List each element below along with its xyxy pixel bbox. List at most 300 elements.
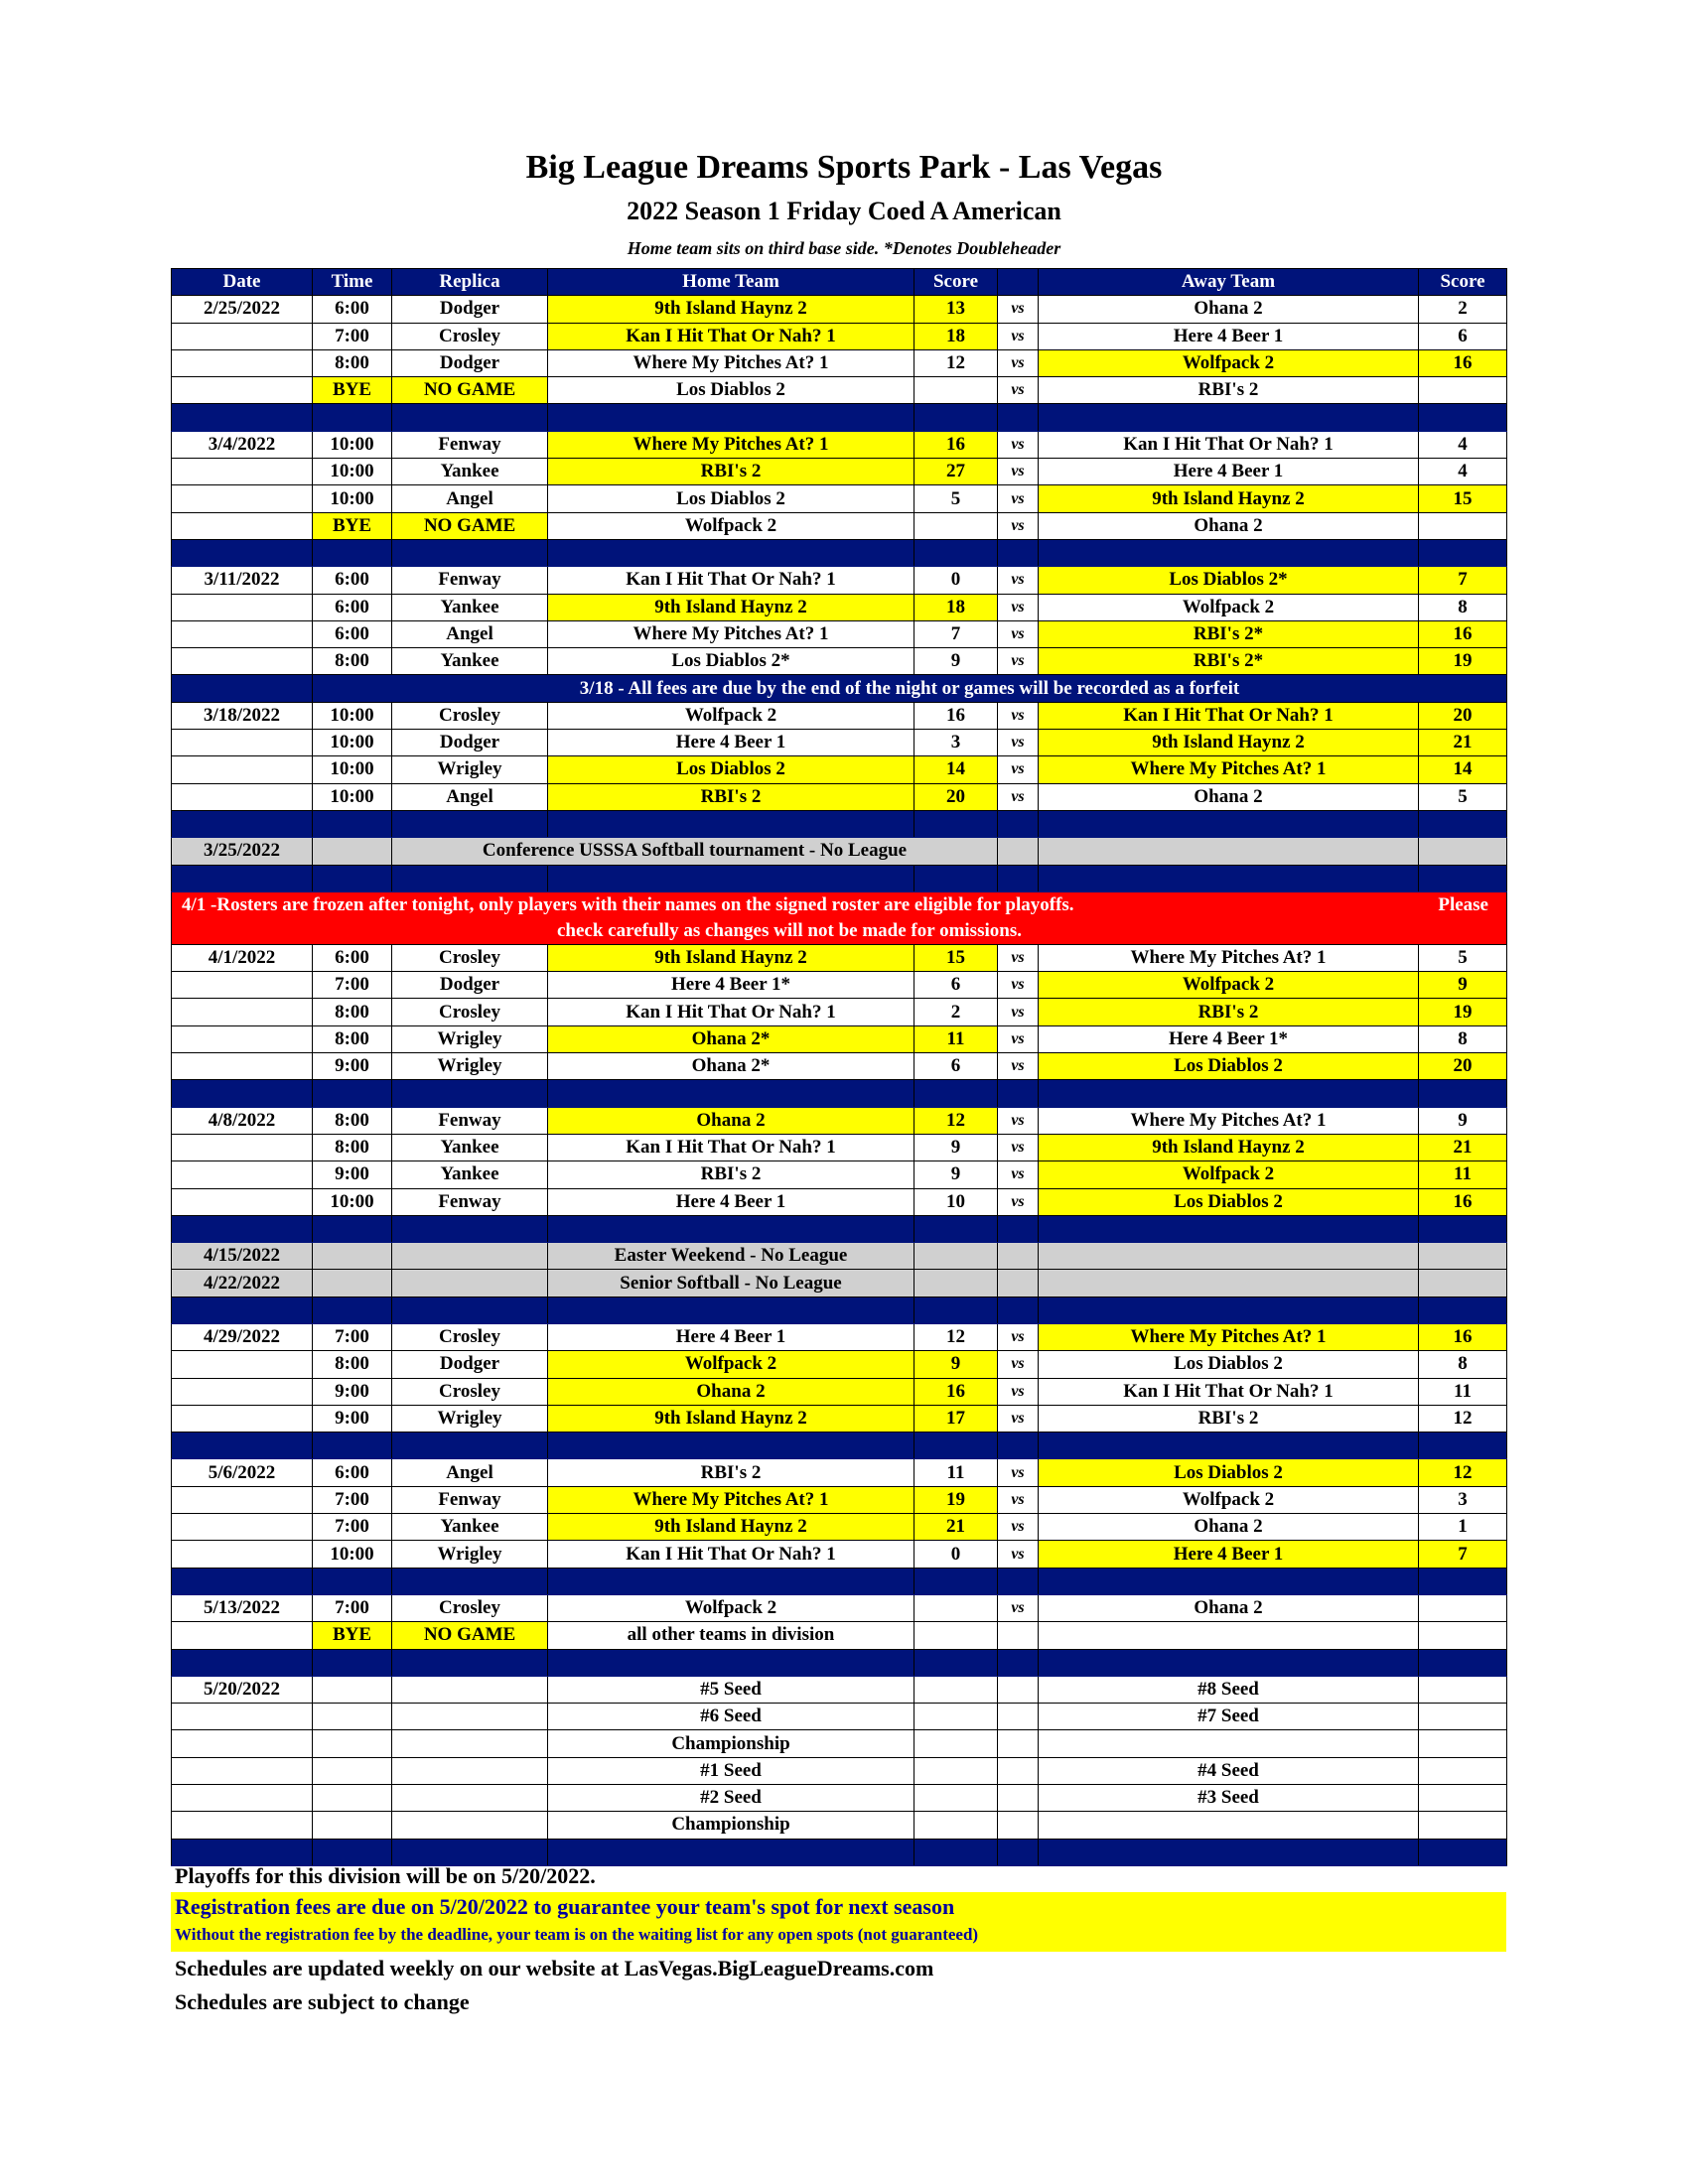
separator-cell: [1419, 1297, 1507, 1323]
home-team-cell: 9th Island Haynz 2: [548, 296, 914, 323]
date-cell: [172, 1757, 313, 1784]
header-vs: [998, 269, 1039, 296]
vs-cell: [998, 838, 1039, 865]
home-team-cell: 9th Island Haynz 2: [548, 1405, 914, 1432]
vs-cell: [998, 1243, 1039, 1270]
replica-cell: [392, 1812, 548, 1839]
home-team-cell: Los Diablos 2: [548, 377, 914, 404]
page-title: Big League Dreams Sports Park - Las Vegas: [525, 149, 1163, 186]
home-score-cell: [914, 1594, 998, 1621]
away-team-cell: Los Diablos 2*: [1039, 567, 1419, 594]
home-team-cell: #2 Seed: [548, 1785, 914, 1812]
schedule-note: Home team sits on third base side. *Denotes Doubleheader: [627, 238, 1061, 258]
home-score-cell: 9: [914, 1134, 998, 1160]
vs-cell: [998, 1757, 1039, 1784]
time-cell: 9:00: [313, 1161, 392, 1188]
header-home-team: Home Team: [548, 269, 914, 296]
separator-cell: [548, 1649, 914, 1676]
date-cell: [172, 459, 313, 485]
home-score-cell: 16: [914, 431, 998, 458]
home-team-cell: Ohana 2*: [548, 1025, 914, 1052]
separator-cell: [1039, 404, 1419, 431]
game-row: [172, 1757, 1507, 1784]
separator-cell: [914, 404, 998, 431]
away-score-cell: 16: [1419, 1323, 1507, 1350]
separator-cell: [313, 865, 392, 891]
date-cell: [172, 1704, 313, 1730]
home-score-cell: 19: [914, 1486, 998, 1513]
separator-cell: [914, 539, 998, 566]
separator-row: [172, 1839, 1507, 1865]
away-score-cell: 11: [1419, 1161, 1507, 1188]
home-score-cell: 11: [914, 1459, 998, 1486]
vs-cell: vs: [998, 783, 1039, 810]
home-team-cell: Wolfpack 2: [548, 1594, 914, 1621]
replica-cell: Crosley: [392, 944, 548, 971]
time-cell: 7:00: [313, 1323, 392, 1350]
away-score-cell: [1419, 512, 1507, 539]
home-team-cell: Los Diablos 2: [548, 756, 914, 783]
roster-freeze-tail: Please: [1438, 893, 1488, 915]
date-cell: [172, 1486, 313, 1513]
replica-cell: [392, 1757, 548, 1784]
home-team-cell: Los Diablos 2: [548, 485, 914, 512]
home-score-cell: 18: [914, 594, 998, 620]
home-team-cell: Here 4 Beer 1: [548, 1188, 914, 1215]
away-score-cell: [1419, 1730, 1507, 1757]
separator-cell: [392, 1568, 548, 1594]
separator-cell: [313, 1215, 392, 1242]
away-team-cell: Here 4 Beer 1*: [1039, 1025, 1419, 1052]
away-score-cell: 8: [1419, 1351, 1507, 1378]
replica-cell: [392, 1243, 548, 1270]
header-away-score: Score: [1419, 269, 1507, 296]
game-row: [172, 1730, 1507, 1757]
home-score-cell: [914, 1785, 998, 1812]
date-cell: [172, 1378, 313, 1405]
away-team-cell: Here 4 Beer 1: [1039, 1541, 1419, 1568]
home-team-cell: Kan I Hit That Or Nah? 1: [548, 1134, 914, 1160]
bye-row: [172, 377, 1507, 404]
away-score-cell: 19: [1419, 999, 1507, 1025]
date-cell: [172, 648, 313, 675]
vs-cell: vs: [998, 377, 1039, 404]
away-team-cell: Ohana 2: [1039, 783, 1419, 810]
time-cell: 8:00: [313, 1351, 392, 1378]
separator-row: [172, 539, 1507, 566]
separator-cell: [1039, 1297, 1419, 1323]
time-cell: 6:00: [313, 1459, 392, 1486]
notice-text: Conference USSSA Softball tournament - No League: [392, 838, 998, 865]
game-row: [172, 1514, 1507, 1541]
away-team-cell: Ohana 2: [1039, 1514, 1419, 1541]
replica-cell: [392, 1676, 548, 1703]
separator-cell: [998, 1215, 1039, 1242]
date-cell: 4/22/2022: [172, 1270, 313, 1297]
replica-cell: Wrigley: [392, 756, 548, 783]
game-row: [172, 1405, 1507, 1432]
vs-cell: [998, 1812, 1039, 1839]
header-away-team: Away Team: [1039, 269, 1419, 296]
date-cell: [172, 1405, 313, 1432]
date-cell: [172, 730, 313, 756]
away-score-cell: [1419, 1704, 1507, 1730]
away-score-cell: 4: [1419, 431, 1507, 458]
separator-cell: [313, 1568, 392, 1594]
bye-row: [172, 1622, 1507, 1649]
time-cell: BYE: [313, 1622, 392, 1649]
away-team-cell: [1039, 1622, 1419, 1649]
separator-cell: [998, 1297, 1039, 1323]
separator-cell: [313, 404, 392, 431]
away-team-cell: Kan I Hit That Or Nah? 1: [1039, 431, 1419, 458]
away-score-cell: 12: [1419, 1405, 1507, 1432]
roster-freeze-line2: check carefully as changes will not be made for omissions.: [557, 919, 1022, 941]
home-score-cell: [914, 1730, 998, 1757]
home-team-cell: 9th Island Haynz 2: [548, 1514, 914, 1541]
vs-cell: vs: [998, 594, 1039, 620]
vs-cell: vs: [998, 702, 1039, 729]
separator-cell: [548, 1215, 914, 1242]
separator-cell: [392, 865, 548, 891]
date-cell: [172, 972, 313, 999]
home-team-cell: Here 4 Beer 1*: [548, 972, 914, 999]
date-cell: [172, 323, 313, 349]
separator-cell: [548, 810, 914, 837]
away-cell: [1039, 1243, 1419, 1270]
game-row: [172, 431, 1507, 458]
away-team-cell: RBI's 2: [1039, 999, 1419, 1025]
separator-cell: [548, 404, 914, 431]
date-cell: [172, 1812, 313, 1839]
away-team-cell: Where My Pitches At? 1: [1039, 756, 1419, 783]
away-team-cell: Wolfpack 2: [1039, 1486, 1419, 1513]
home-score-cell: 9: [914, 1351, 998, 1378]
away-score-cell: 4: [1419, 459, 1507, 485]
no-league-row: [172, 1270, 1507, 1297]
separator-cell: [914, 865, 998, 891]
footer-website: Schedules are updated weekly on our website at LasVegas.BigLeagueDreams.com: [175, 1956, 934, 1980]
replica-cell: Crosley: [392, 323, 548, 349]
date-cell: [172, 620, 313, 647]
replica-cell: Dodger: [392, 1351, 548, 1378]
header-home-score: Score: [914, 269, 998, 296]
home-score-cell: [914, 512, 998, 539]
away-team-cell: RBI's 2: [1039, 377, 1419, 404]
away-team-cell: 9th Island Haynz 2: [1039, 1134, 1419, 1160]
home-team-cell: Wolfpack 2: [548, 512, 914, 539]
time-cell: 8:00: [313, 349, 392, 376]
away-score-cell: 20: [1419, 702, 1507, 729]
date-cell: 5/6/2022: [172, 1459, 313, 1486]
away-score-cell: [1419, 1622, 1507, 1649]
separator-cell: [172, 1839, 313, 1865]
away-team-cell: 9th Island Haynz 2: [1039, 730, 1419, 756]
vs-cell: vs: [998, 567, 1039, 594]
game-row: [172, 1676, 1507, 1703]
date-cell: [172, 1514, 313, 1541]
away-score-cell: 8: [1419, 1025, 1507, 1052]
separator-cell: [313, 1433, 392, 1459]
away-team-cell: Ohana 2: [1039, 512, 1419, 539]
away-team-cell: #4 Seed: [1039, 1757, 1419, 1784]
away-score-cell: 15: [1419, 485, 1507, 512]
game-row: [172, 783, 1507, 810]
game-row: [172, 567, 1507, 594]
date-cell: [172, 1053, 313, 1080]
date-cell: 3/25/2022: [172, 838, 313, 865]
footer-playoffs: Playoffs for this division will be on 5/20/2022.: [175, 1863, 596, 1888]
home-score-cell: 7: [914, 620, 998, 647]
time-cell: 10:00: [313, 485, 392, 512]
separator-cell: [313, 539, 392, 566]
away-team-cell: Los Diablos 2: [1039, 1188, 1419, 1215]
replica-cell: Fenway: [392, 567, 548, 594]
away-score-cell: [1419, 377, 1507, 404]
home-team-cell: #6 Seed: [548, 1704, 914, 1730]
home-score-cell: 9: [914, 1161, 998, 1188]
away-team-cell: Where My Pitches At? 1: [1039, 1107, 1419, 1134]
time-cell: 7:00: [313, 972, 392, 999]
home-team-cell: Ohana 2*: [548, 1053, 914, 1080]
game-row: [172, 730, 1507, 756]
vs-cell: [998, 1270, 1039, 1297]
time-cell: BYE: [313, 377, 392, 404]
separator-row: [172, 865, 1507, 891]
separator-cell: [548, 1433, 914, 1459]
home-team-cell: Ohana 2: [548, 1107, 914, 1134]
away-score-cell: 20: [1419, 1053, 1507, 1080]
vs-cell: vs: [998, 1323, 1039, 1350]
away-cell: [1039, 1270, 1419, 1297]
time-cell: 7:00: [313, 323, 392, 349]
home-team-cell: Kan I Hit That Or Nah? 1: [548, 567, 914, 594]
away-team-cell: Wolfpack 2: [1039, 594, 1419, 620]
home-score-cell: 12: [914, 349, 998, 376]
replica-cell: [392, 1704, 548, 1730]
date-cell: [172, 756, 313, 783]
home-score-cell: 12: [914, 1323, 998, 1350]
replica-cell: Crosley: [392, 1323, 548, 1350]
home-score-cell: [914, 1676, 998, 1703]
home-team-cell: 9th Island Haynz 2: [548, 594, 914, 620]
separator-cell: [914, 1433, 998, 1459]
vs-cell: vs: [998, 1378, 1039, 1405]
home-score-cell: [914, 1622, 998, 1649]
away-team-cell: Wolfpack 2: [1039, 972, 1419, 999]
time-cell: 9:00: [313, 1053, 392, 1080]
away-team-cell: Ohana 2: [1039, 296, 1419, 323]
separator-cell: [172, 865, 313, 891]
away-score-cell: 14: [1419, 756, 1507, 783]
separator-cell: [392, 1839, 548, 1865]
home-team-cell: Where My Pitches At? 1: [548, 431, 914, 458]
roster-freeze-notice: [172, 891, 1507, 944]
replica-cell: Wrigley: [392, 1405, 548, 1432]
separator-row: [172, 1433, 1507, 1459]
separator-cell: [1419, 1433, 1507, 1459]
date-cell: 3/11/2022: [172, 567, 313, 594]
away-score-cell: 19: [1419, 648, 1507, 675]
date-cell: 2/25/2022: [172, 296, 313, 323]
home-score-cell: 10: [914, 1188, 998, 1215]
game-row: [172, 1025, 1507, 1052]
away-team-cell: Where My Pitches At? 1: [1039, 944, 1419, 971]
home-team-cell: Here 4 Beer 1: [548, 1323, 914, 1350]
away-score-cell: 5: [1419, 783, 1507, 810]
away-score-cell: 9: [1419, 1107, 1507, 1134]
time-cell: [313, 1270, 392, 1297]
game-row: [172, 648, 1507, 675]
separator-cell: [172, 1568, 313, 1594]
replica-cell: Fenway: [392, 1486, 548, 1513]
home-score-cell: [914, 1243, 998, 1270]
separator-row: [172, 1568, 1507, 1594]
vs-cell: vs: [998, 349, 1039, 376]
vs-cell: [998, 1704, 1039, 1730]
away-score-cell: 16: [1419, 620, 1507, 647]
away-score-cell: 6: [1419, 323, 1507, 349]
separator-cell: [1039, 1215, 1419, 1242]
replica-cell: Dodger: [392, 349, 548, 376]
notice-text: Senior Softball - No League: [548, 1270, 914, 1297]
game-row: [172, 1541, 1507, 1568]
home-score-cell: 17: [914, 1405, 998, 1432]
away-team-cell: 9th Island Haynz 2: [1039, 485, 1419, 512]
date-cell: [172, 1351, 313, 1378]
vs-cell: [998, 1785, 1039, 1812]
date-cell: [172, 1785, 313, 1812]
separator-row: [172, 404, 1507, 431]
header-time: Time: [313, 269, 392, 296]
separator-cell: [1419, 1568, 1507, 1594]
home-score-cell: 3: [914, 730, 998, 756]
away-score-cell: [1419, 1757, 1507, 1784]
date-cell: [172, 485, 313, 512]
separator-cell: [914, 810, 998, 837]
time-cell: [313, 1730, 392, 1757]
vs-cell: vs: [998, 1351, 1039, 1378]
home-team-cell: Kan I Hit That Or Nah? 1: [548, 999, 914, 1025]
home-score-cell: [914, 377, 998, 404]
separator-cell: [548, 1080, 914, 1107]
separator-cell: [1039, 1080, 1419, 1107]
away-team-cell: Here 4 Beer 1: [1039, 323, 1419, 349]
away-score-cell: [1419, 1594, 1507, 1621]
separator-cell: [1039, 1649, 1419, 1676]
home-team-cell: Here 4 Beer 1: [548, 730, 914, 756]
game-row: [172, 296, 1507, 323]
home-score-cell: 27: [914, 459, 998, 485]
home-score-cell: 13: [914, 296, 998, 323]
date-cell: 4/8/2022: [172, 1107, 313, 1134]
away-team-cell: RBI's 2*: [1039, 648, 1419, 675]
date-cell: [172, 1730, 313, 1757]
separator-cell: [392, 1215, 548, 1242]
separator-cell: [998, 1568, 1039, 1594]
notice-blank: [172, 675, 313, 702]
away-score-cell: [1419, 838, 1507, 865]
vs-cell: vs: [998, 972, 1039, 999]
date-cell: [172, 999, 313, 1025]
game-row: [172, 1351, 1507, 1378]
home-score-cell: 20: [914, 783, 998, 810]
game-row: [172, 1134, 1507, 1160]
separator-cell: [313, 1080, 392, 1107]
time-cell: 6:00: [313, 620, 392, 647]
roster-freeze-line1: 4/1 -Rosters are frozen after tonight, only players with their names on the signed roster are eligible for playoffs.: [182, 893, 1074, 915]
away-score-cell: 2: [1419, 296, 1507, 323]
date-cell: [172, 594, 313, 620]
replica-cell: NO GAME: [392, 1622, 548, 1649]
replica-cell: Yankee: [392, 594, 548, 620]
home-score-cell: 0: [914, 1541, 998, 1568]
separator-cell: [313, 1297, 392, 1323]
game-row: [172, 459, 1507, 485]
notice-text: Easter Weekend - No League: [548, 1243, 914, 1270]
separator-cell: [1039, 865, 1419, 891]
replica-cell: Crosley: [392, 1594, 548, 1621]
home-team-cell: Championship: [548, 1812, 914, 1839]
away-score-cell: 8: [1419, 594, 1507, 620]
time-cell: BYE: [313, 512, 392, 539]
separator-cell: [1419, 539, 1507, 566]
separator-cell: [914, 1297, 998, 1323]
home-score-cell: 16: [914, 702, 998, 729]
separator-cell: [548, 1297, 914, 1323]
separator-cell: [548, 865, 914, 891]
vs-cell: [998, 1676, 1039, 1703]
separator-cell: [1039, 539, 1419, 566]
replica-cell: Crosley: [392, 1378, 548, 1405]
separator-cell: [172, 1433, 313, 1459]
home-score-cell: 6: [914, 972, 998, 999]
separator-cell: [392, 1080, 548, 1107]
date-cell: [172, 1025, 313, 1052]
separator-cell: [392, 539, 548, 566]
time-cell: 8:00: [313, 1107, 392, 1134]
separator-cell: [392, 810, 548, 837]
game-row: [172, 1486, 1507, 1513]
separator-cell: [914, 1080, 998, 1107]
date-cell: 3/4/2022: [172, 431, 313, 458]
home-score-cell: 21: [914, 1514, 998, 1541]
away-team-cell: [1039, 1812, 1419, 1839]
replica-cell: [392, 1730, 548, 1757]
date-cell: 5/20/2022: [172, 1676, 313, 1703]
home-score-cell: 9: [914, 648, 998, 675]
home-team-cell: Kan I Hit That Or Nah? 1: [548, 1541, 914, 1568]
time-cell: 10:00: [313, 459, 392, 485]
home-team-cell: 9th Island Haynz 2: [548, 944, 914, 971]
vs-cell: vs: [998, 620, 1039, 647]
separator-cell: [1039, 1433, 1419, 1459]
home-team-cell: RBI's 2: [548, 459, 914, 485]
time-cell: 7:00: [313, 1514, 392, 1541]
home-score-cell: 15: [914, 944, 998, 971]
separator-cell: [1419, 1649, 1507, 1676]
game-row: [172, 1188, 1507, 1215]
roster-freeze-row: [172, 891, 1507, 944]
time-cell: [313, 1243, 392, 1270]
separator-cell: [1419, 404, 1507, 431]
separator-cell: [313, 810, 392, 837]
vs-cell: vs: [998, 730, 1039, 756]
home-team-cell: Championship: [548, 1730, 914, 1757]
separator-cell: [1419, 1215, 1507, 1242]
home-team-cell: Where My Pitches At? 1: [548, 1486, 914, 1513]
separator-row: [172, 1080, 1507, 1107]
